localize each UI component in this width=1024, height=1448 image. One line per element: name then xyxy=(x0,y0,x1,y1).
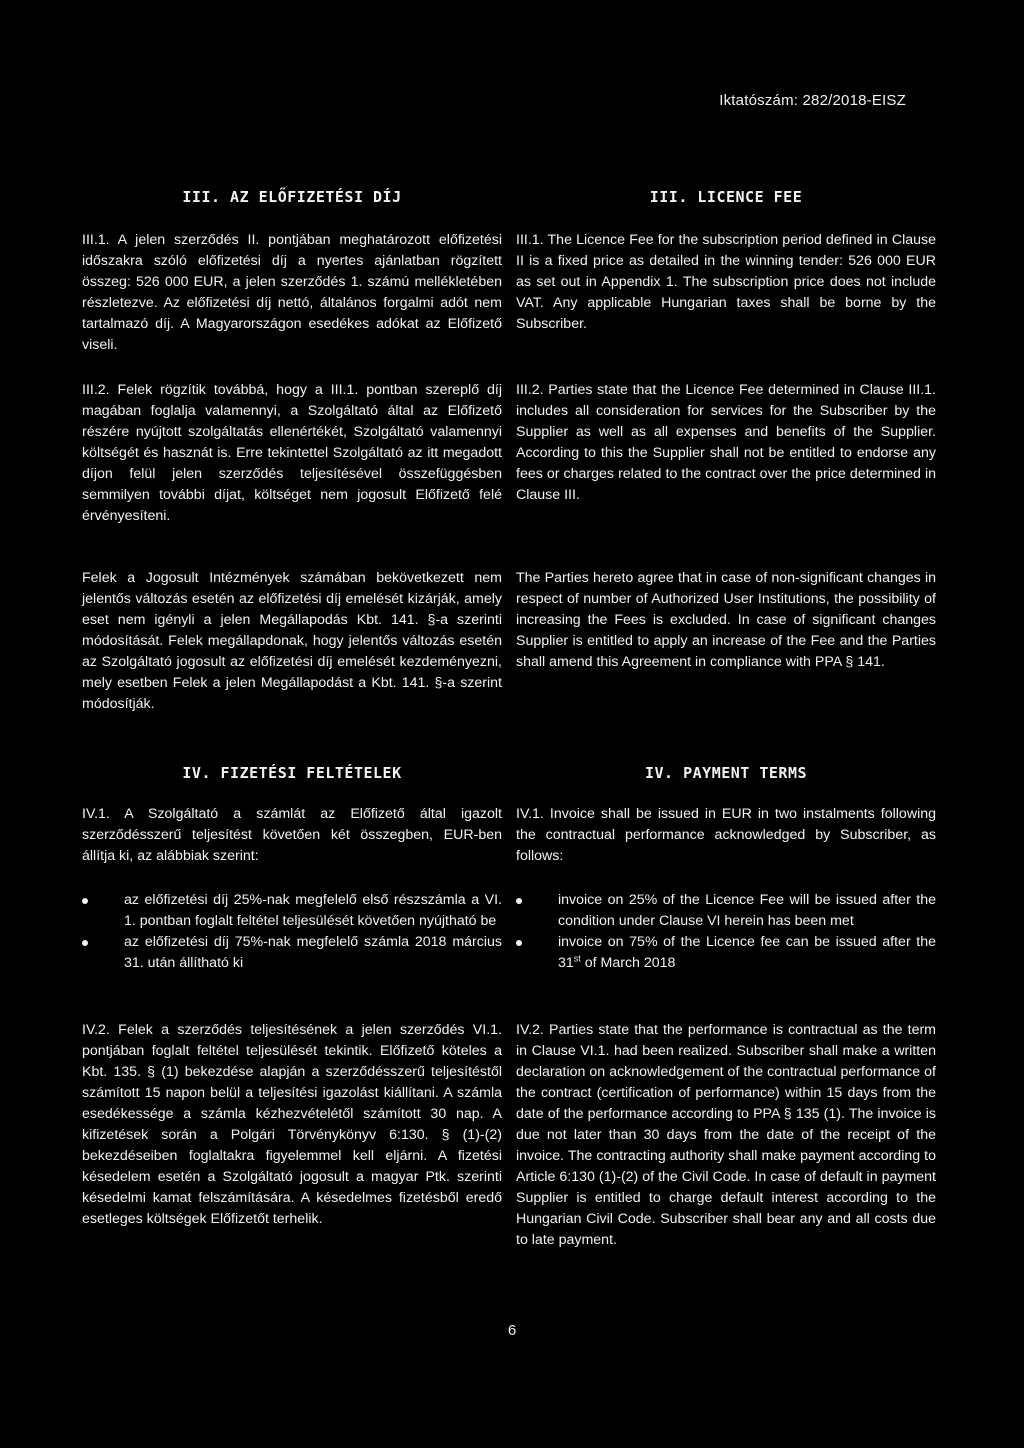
clause-4-2-en: IV.2. Parties state that the performance is contractual as the term in Clause VI.1. had been realized. Subscriber shall make a written declaration on acknowledgement of the contractual performance of the contract (certification of performance) within 15 days from the date of the performance according to PPA § 135 (1). The invoice is due not later than 30 days from the date of the receipt of the invoice. The contracting authority shall make payment according to Article 6:130 (1)-(2) of the Civil Code. In case of default in payment Supplier is entitled to charge default interest according to the Hungarian Civil Code. Subscriber shall bear any and all costs due to late payment. xyxy=(516,1022,936,1248)
clause-3-3-hu: Felek a Jogosult Intézmények számában bekövetkezett nem jelentős változás esetén az előfizetési díj emelését kizárják, amely eset nem igényli a jelen Megállapodás Kbt. 141. §-a szerinti módosítását. Felek megállapdonak, hogy jelentős változás esetén az Szolgáltató jogosult az előfizetési díj emelését kezdeményezni, mely esetben Felek a jelen Megállapodást a Kbt. 141. §-a szerint módosítják. xyxy=(82,570,502,712)
bullet-icon xyxy=(82,940,88,946)
clause-4-1-en: IV.1. Invoice shall be issued in EUR in two instalments following the contractual performance acknowledged by Subscriber, as follows: xyxy=(516,806,936,864)
clause-3-3-en: The Parties hereto agree that in case of non-significant changes in respect of number of Authorized User Institutions, the possibility of increasing the Fees is excluded. In case of significant changes Supplier is entitled to apply an increase of the Fee and the Parties shall amend this Agreement in compliance with PPA § 141. xyxy=(516,570,936,670)
payment-list-en xyxy=(516,890,936,974)
page-number: 6 xyxy=(507,1322,517,1339)
bullet-icon xyxy=(516,940,522,946)
payment-list-hu xyxy=(82,890,502,974)
list-item: invoice on 75% of the Licence fee can be issued after the 31st of March 2018 xyxy=(516,932,936,974)
clause-3-2-hu: III.2. Felek rögzítik továbbá, hogy a III.1. pontban szereplő díj magában foglalja valamennyi, a Szolgáltató által az Előfizető részére nyújtott szolgáltatás ellenértékét, Szolgáltató valamennyi költségét és hasznát is. Erre tekintettel Szolgáltató az itt megadott díjon felül jelen szerződés teljesítésével összefüggésben semmilyen további díjat, költséget nem jogosult Előfizető felé érvényesíteni. xyxy=(82,382,502,524)
clause-3-1-hu: III.1. A jelen szerződés II. pontjában meghatározott előfizetési időszakra szóló előfizetési díj a nyertes ajánlatban rögzített összeg: 526 000 EUR, a jelen szerződés 1. számú mellékletében részletezve. Az előfizetési díj nettó, általános forgalmi adót nem tartalmazó díj. A Magyarországon esedékes adókat az Előfizető viseli. xyxy=(82,232,502,353)
list-item: invoice on 25% of the Licence Fee will be issued after the condition under Clause VI herein has been met xyxy=(516,890,936,932)
clause-4-1-hu: IV.1. A Szolgáltató a számlát az Előfizető által igazolt szerződésszerű teljesítést követően két összegben, EUR-ben állítja ki, az alábbiak szerint: xyxy=(82,806,502,864)
clause-3-1-en: III.1. The Licence Fee for the subscription period defined in Clause II is a fixed price as detailed in the winning tender: 526 000 EUR as set out in Appendix 1. The subscription price does not include VAT. Any applicable Hungarian taxes shall be borne by the Subscriber. xyxy=(516,232,936,332)
bullet-icon xyxy=(516,898,522,904)
reference-number: Iktatószám: 282/2018-EISZ xyxy=(719,92,906,109)
section-3-title-en: III. LICENCE FEE xyxy=(649,188,803,206)
section-4-title-hu: IV. FIZETÉSI FELTÉTELEK xyxy=(182,764,402,782)
clause-3-2-en: III.2. Parties state that the Licence Fee determined in Clause III.1. includes all consideration for services for the Subscriber by the Supplier as well as all expenses and benefits of the Supplier. According to this the Supplier shall not be entitled to endorse any fees or charges related to the contract over the price determined in Clause III. xyxy=(516,382,936,503)
section-4-title-en: IV. PAYMENT TERMS xyxy=(644,764,808,782)
list-item: az előfizetési díj 75%-nak megfelelő számla 2018 március 31. után állítható ki xyxy=(82,932,502,974)
bullet-icon xyxy=(82,898,88,904)
clause-4-2-hu: IV.2. Felek a szerződés teljesítésének a jelen szerződés VI.1. pontjában foglalt feltétel teljesülését tekintik. Előfizető köteles a Kbt. 135. § (1) bekezdése alapján a szerződésszerű teljesítéstől számított 15 napon belül a teljesítési igazolást kiállítani. A számla esedékessége a számla kézhezvételétől számított 30 nap. A kifizetések során a Polgári Törvénykönyv 6:130. § (1)-(2) bekezdéseiben foglaltakra figyelemmel kell eljárni. A fizetési késedelem esetén a Szolgáltató jogosult a magyar Ptk. szerinti késedelmi kamat felszámítására. A késedelmes fizetésből eredő esetleges költségek Előfizetőt terhelik. xyxy=(82,1022,502,1227)
section-3-title-hu: III. AZ ELŐFIZETÉSI DÍJ xyxy=(182,188,402,206)
list-item: az előfizetési díj 25%-nak megfelelő első részszámla a VI. 1. pontban foglalt feltétel teljesülését követően nyújtható be xyxy=(82,890,502,932)
